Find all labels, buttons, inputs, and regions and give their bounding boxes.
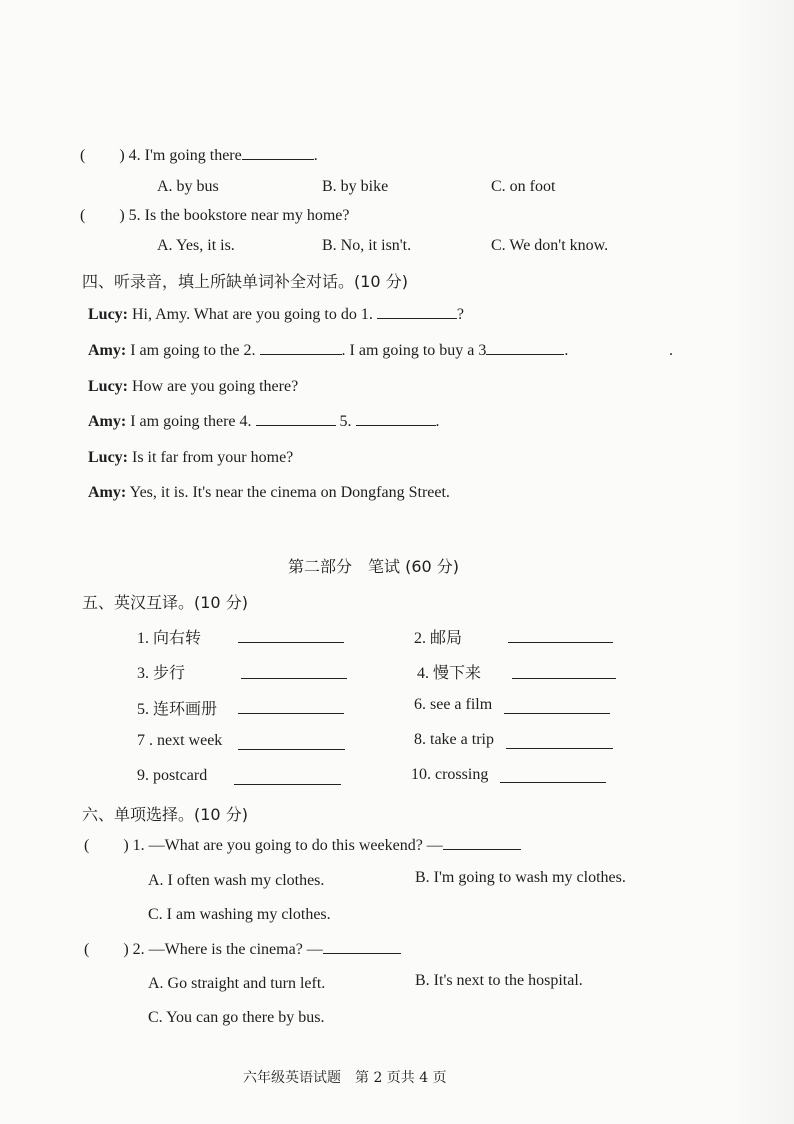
translate-item-1: 1. 向右转 bbox=[137, 630, 202, 647]
translate-blank-1 bbox=[238, 642, 344, 643]
section-4-title: 四、听录音，填上所缺单词补全对话。(10 分) bbox=[82, 272, 408, 291]
page-footer: 六年级英语试题 第 2 页共 4 页 bbox=[243, 1070, 447, 1086]
line-text: I am going to the 2. bbox=[130, 342, 256, 359]
line-end: . bbox=[435, 413, 440, 430]
line-text: Yes, it is. It's near the cinema on Dongfang Street. bbox=[129, 484, 450, 501]
dialogue-line-4 bbox=[88, 413, 440, 431]
scan-shadow bbox=[734, 0, 794, 1124]
translate-item-2: 2. 邮局 bbox=[414, 630, 463, 647]
speaker: Amy: bbox=[88, 413, 127, 430]
answer-paren: ( bbox=[80, 147, 86, 164]
translate-blank-10 bbox=[500, 782, 606, 783]
line-end: ? bbox=[456, 306, 464, 323]
q4-option-c: C. on foot bbox=[491, 178, 556, 195]
question-text: ) 1. —What are you going to do this weekend? — bbox=[123, 837, 443, 854]
question-text: ) 4. I'm going there bbox=[119, 147, 242, 164]
dialogue-line-6 bbox=[88, 484, 450, 502]
translate-item-7: 7 . next week bbox=[137, 732, 223, 749]
answer-paren: ( bbox=[84, 837, 90, 854]
q1-option-a: A. I often wash my clothes. bbox=[148, 872, 325, 889]
question-4 bbox=[80, 147, 318, 165]
answer-blank bbox=[242, 158, 314, 160]
line-text: I am going there 4. bbox=[130, 413, 252, 430]
line-text: Hi, Amy. What are you going to do 1. bbox=[132, 306, 373, 323]
section-6-title: 六、单项选择。(10 分) bbox=[82, 805, 248, 824]
answer-blank-3 bbox=[486, 353, 564, 355]
choice-question-1 bbox=[84, 837, 521, 855]
answer-paren: ( bbox=[84, 941, 90, 958]
speaker: Lucy: bbox=[88, 449, 128, 466]
line-end: . bbox=[564, 342, 569, 359]
translate-blank-4 bbox=[512, 678, 616, 679]
speaker: Lucy: bbox=[88, 306, 128, 323]
translate-item-8: 8. take a trip bbox=[414, 731, 494, 748]
translate-item-6: 6. see a film bbox=[414, 696, 493, 713]
translate-blank-6 bbox=[504, 713, 610, 714]
dialogue-line-2 bbox=[88, 342, 568, 360]
q2-option-c: C. You can go there by bus. bbox=[148, 1009, 325, 1026]
speaker: Lucy: bbox=[88, 378, 128, 395]
translate-blank-3 bbox=[241, 678, 347, 679]
q5-option-c: C. We don't know. bbox=[491, 237, 609, 254]
q5-option-a: A. Yes, it is. bbox=[157, 237, 235, 254]
translate-blank-2 bbox=[508, 642, 613, 643]
q1-option-b: B. I'm going to wash my clothes. bbox=[415, 869, 626, 886]
answer-blank-2 bbox=[260, 353, 342, 355]
translate-blank-9 bbox=[234, 784, 341, 785]
choice-question-2 bbox=[84, 941, 401, 959]
question-text: ) 5. Is the bookstore near my home? bbox=[119, 207, 350, 224]
translate-blank-8 bbox=[506, 748, 613, 749]
answer-blank bbox=[443, 848, 521, 850]
q4-option-a: A. by bus bbox=[157, 178, 219, 195]
q2-option-b: B. It's next to the hospital. bbox=[415, 972, 583, 989]
speaker: Amy: bbox=[88, 342, 127, 359]
q4-option-b: B. by bike bbox=[322, 178, 389, 195]
q1-option-c: C. I am washing my clothes. bbox=[148, 906, 331, 923]
answer-blank-1 bbox=[377, 317, 457, 319]
dialogue-line-1 bbox=[88, 306, 464, 324]
line-text-mid: 5. bbox=[339, 413, 352, 430]
answer-paren: ( bbox=[80, 207, 86, 224]
speaker: Amy: bbox=[88, 484, 127, 501]
stray-dot: . bbox=[669, 342, 673, 359]
translate-item-5: 5. 连环画册 bbox=[137, 701, 218, 718]
translate-blank-5 bbox=[238, 713, 344, 714]
question-5 bbox=[80, 207, 349, 225]
period: . bbox=[313, 147, 318, 164]
section-5-title: 五、英汉互译。(10 分) bbox=[82, 593, 248, 612]
answer-blank-4 bbox=[256, 424, 336, 426]
dialogue-line-5 bbox=[88, 449, 293, 467]
answer-blank bbox=[323, 952, 401, 954]
translate-item-4: 4. 慢下来 bbox=[417, 665, 482, 682]
q2-option-a: A. Go straight and turn left. bbox=[148, 975, 326, 992]
translate-item-10: 10. crossing bbox=[411, 766, 489, 783]
part-2-title: 第二部分 笔试 (60 分) bbox=[288, 557, 460, 576]
line-text: Is it far from your home? bbox=[132, 449, 294, 466]
translate-item-9: 9. postcard bbox=[137, 767, 208, 784]
answer-blank-5 bbox=[356, 424, 436, 426]
q5-option-b: B. No, it isn't. bbox=[322, 237, 412, 254]
line-text: How are you going there? bbox=[132, 378, 299, 395]
line-text-mid: . I am going to buy a 3 bbox=[341, 342, 487, 359]
translate-blank-7 bbox=[238, 749, 345, 750]
dialogue-line-3 bbox=[88, 378, 298, 396]
translate-item-3: 3. 步行 bbox=[137, 665, 186, 682]
question-text: ) 2. —Where is the cinema? — bbox=[123, 941, 323, 958]
